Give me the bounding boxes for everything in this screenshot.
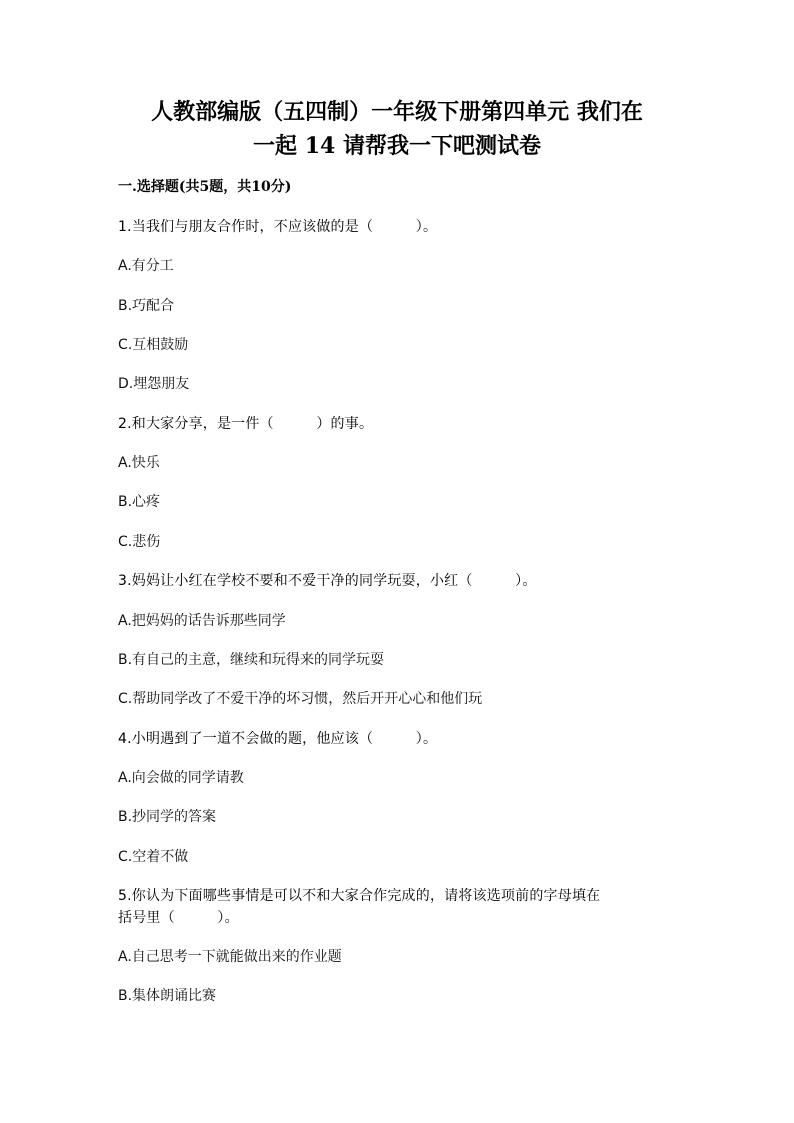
question-2-option-b: B.心疼 — [118, 494, 161, 510]
question-1-option-a: A.有分工 — [118, 258, 174, 274]
section-heading: 一.选择题(共5题，共10分) — [118, 179, 292, 195]
question-1-option-b: B.巧配合 — [118, 298, 175, 314]
question-4-option-c: C.空着不做 — [118, 849, 189, 865]
page-title-line-1: 人教部编版（五四制）一年级下册第四单元 我们在 — [151, 99, 643, 125]
question-4-option-a: A.向会做的同学请教 — [118, 770, 244, 786]
question-5-option-b: B.集体朗诵比赛 — [118, 988, 217, 1004]
question-2-option-c: C.悲伤 — [118, 534, 161, 550]
question-3-option-b: B.有自己的主意，继续和玩得来的同学玩耍 — [118, 652, 385, 668]
question-5-option-a: A.自己思考一下就能做出来的作业题 — [118, 949, 342, 965]
question-5-stem-line-1: 5.你认为下面哪些事情是可以不和大家合作完成的，请将该选项前的字母填在 — [118, 888, 601, 904]
question-1-stem: 1.当我们与朋友合作时，不应该做的是（ ）。 — [118, 219, 438, 235]
question-4-stem: 4.小明遇到了一道不会做的题，他应该（ ）。 — [118, 731, 438, 747]
question-3-stem: 3.妈妈让小红在学校不要和不爱干净的同学玩耍，小红（ ）。 — [118, 573, 537, 589]
question-5-stem-line-2: 括号里（ ）。 — [118, 910, 239, 926]
question-1-option-d: D.埋怨朋友 — [118, 376, 190, 392]
question-1-option-c: C.互相鼓励 — [118, 337, 189, 353]
question-3-option-a: A.把妈妈的话告诉那些同学 — [118, 613, 286, 629]
question-2-option-a: A.快乐 — [118, 455, 160, 471]
page-title-line-2: 一起 14 请帮我一下吧测试卷 — [253, 133, 541, 159]
question-2-stem: 2.和大家分享，是一件（ ）的事。 — [118, 416, 374, 432]
question-3-option-c: C.帮助同学改了不爱干净的坏习惯，然后开开心心和他们玩 — [118, 691, 483, 707]
question-4-option-b: B.抄同学的答案 — [118, 809, 217, 825]
